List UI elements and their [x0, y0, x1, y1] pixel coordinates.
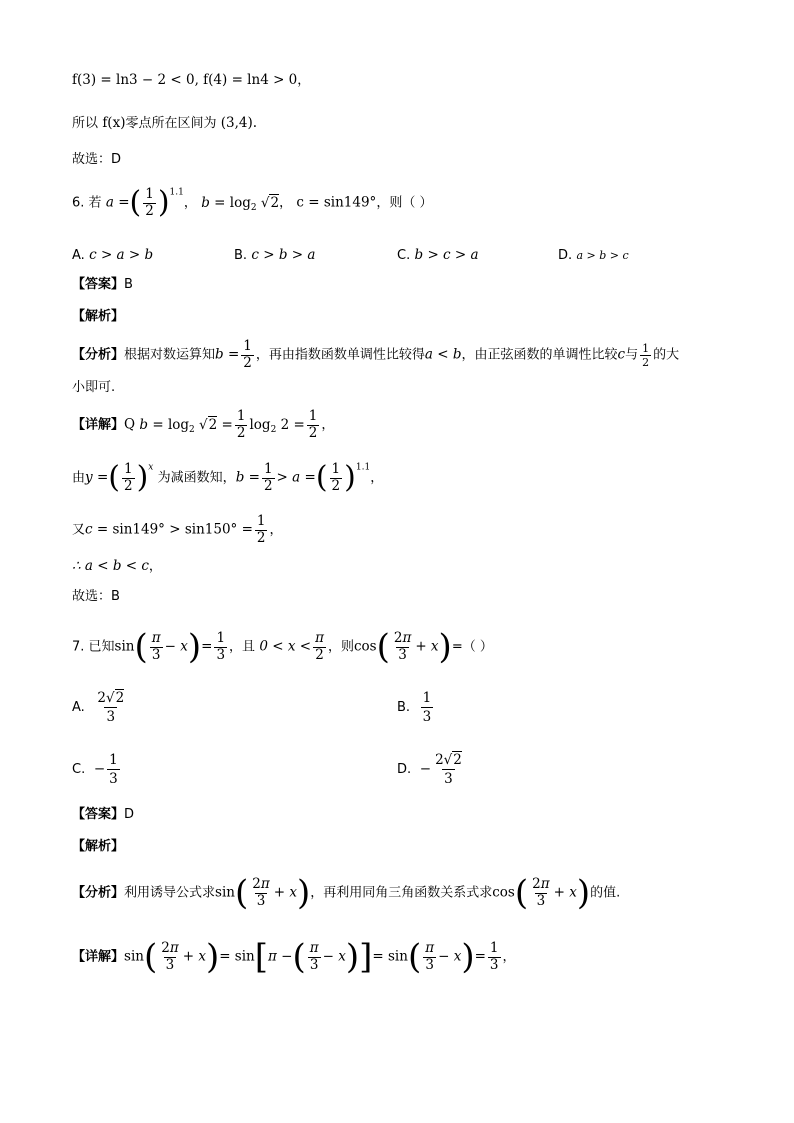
q7-xiangjie: 【详解】sin( $\frac{2\pi}{3}$ + x)= sin[π −( $\frac{\pi}{3}$ − x)]= sin( $\frac{\pi}{3}$ − x)= $\frac{1}{3}$ ， — [72, 937, 516, 977]
q6-option-c: C. b > c > a — [397, 247, 479, 263]
q6-option-a: A. c > a > b — [72, 247, 154, 263]
q7-fenxi: 【分析】利用诱导公式求sin( $\frac{2\pi}{3}$ + x)，再利用同角三角函数关系式求cos( $\frac{2\pi}{3}$ + x)的值. — [72, 873, 621, 913]
q7-option-b: B. $\frac{1}{3}$ — [397, 690, 432, 725]
q7-option-c: C. − $\frac{1}{3}$ — [72, 752, 118, 787]
question-7-stem: 7. 已知sin( $\frac{\pi}{3}$ − x)= $\frac{1}{3}$ ，且 0 < x < $\frac{\pi}{2}$ ，则cos( $\frac{2\pi}{3}$ + x)=（ ） — [72, 627, 493, 667]
q6-fenxi-line2: 小即可. — [72, 380, 116, 395]
q7-analysis-heading: 【解析】 — [72, 839, 125, 854]
q6-xiangjie-line2: 由y =( $\frac{1}{2}$ )$^x$ 为减函数知，b = $\frac{1}{2}$ > a =( $\frac{1}{2}$ )$^{1.1}$， — [72, 460, 384, 495]
q6-analysis-heading: 【解析】 — [72, 309, 125, 324]
solution-line-f-values: f(3) = ln3 − 2 < 0, f(4) = ln4 > 0， — [72, 72, 311, 88]
q7-option-a: A. $\frac{2√2}{3}$ — [72, 690, 125, 725]
q6-fenxi-line1: 【分析】根据对数运算知b = $\frac{1}{2}$ ，再由指数函数单调性比较得a < b，由正弦函数的单调性比较c与 $\frac{1}{2}$ 的大 — [72, 338, 680, 371]
q6-xiangjie-line3: 又c = sin149° > sin150° = $\frac{1}{2}$ ， — [72, 513, 283, 546]
question-6-stem: 6. 若 a =( $\frac{1}{2}$ )$^{1.1}$， $b = \log_2 √2$， c = sin149°，则（ ） — [72, 185, 433, 220]
math-f-values: f(3) = ln3 − 2 < 0, f(4) = ln4 > 0 — [72, 72, 298, 88]
q6-option-d: D. a > b > c — [558, 248, 629, 263]
answer-choice-q5: 故选：D — [72, 152, 122, 167]
q7-option-d: D. − $\frac{2√2}{3}$ — [397, 752, 462, 787]
q6-answer: 【答案】B — [72, 277, 133, 292]
q6-option-b: B. c > b > a — [234, 247, 316, 263]
q7-answer: 【答案】D — [72, 807, 135, 822]
q6-xiangjie-line1: 【详解】Q $b = \log_2 √2$ = $\frac{1}{2}$ $\log_2 2$ = $\frac{1}{2}$ ， — [72, 408, 335, 441]
solution-line-zero-interval: 所以 f(x)零点所在区间为 (3,4). — [72, 115, 258, 131]
q6-therefore: ∴ a < b < c， — [72, 558, 162, 574]
q6-final-answer: 故选：B — [72, 589, 120, 604]
